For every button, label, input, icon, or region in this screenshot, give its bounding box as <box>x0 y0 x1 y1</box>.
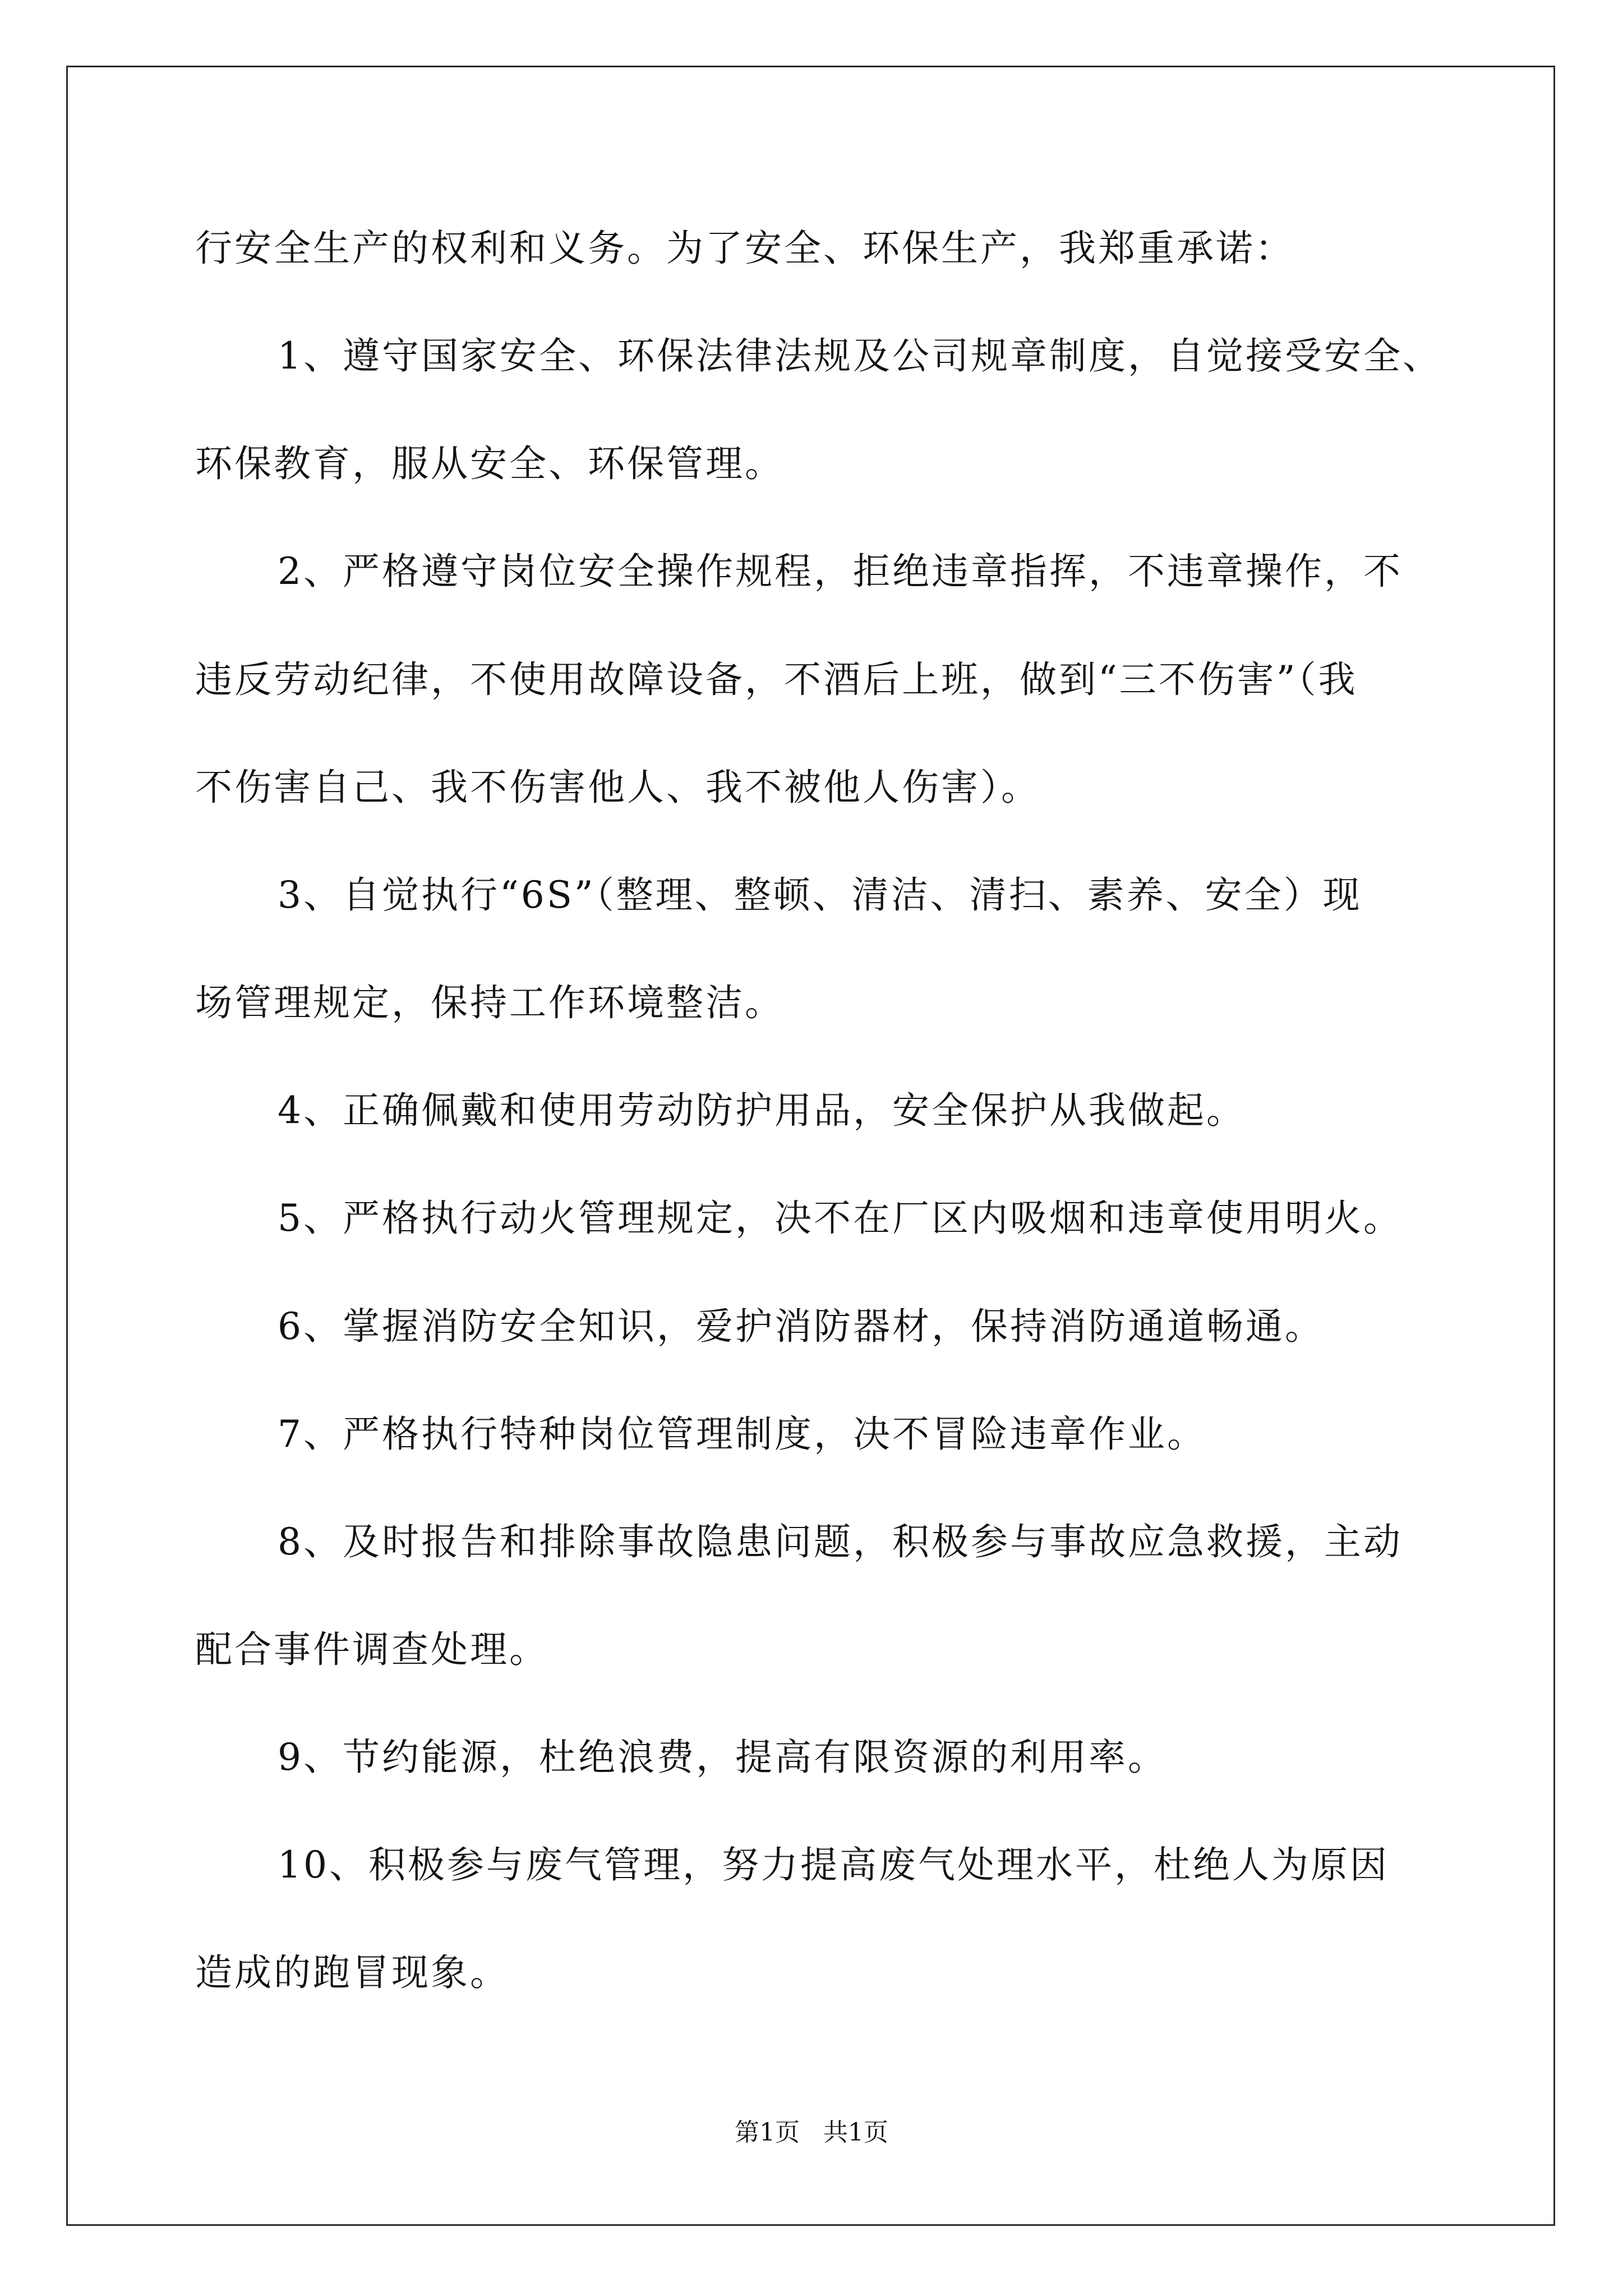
page-footer: 第1页 共1页 <box>735 2118 888 2147</box>
text-line: 行安全生产的权利和义务。为了安全、环保生产，我郑重承诺： <box>195 227 1294 270</box>
text-line: 造成的跑冒现象。 <box>195 1951 509 1994</box>
text-line: 环保教育，服从安全、环保管理。 <box>195 442 784 485</box>
text-line: 9、节约能源，杜绝浪费，提高有限资源的利用率。 <box>278 1736 1167 1779</box>
text-line: 1、遵守国家安全、环保法律法规及公司规章制度，自觉接受安全、 <box>278 334 1442 378</box>
text-line: 7、严格执行特种岗位管理制度，决不冒险违章作业。 <box>278 1412 1206 1456</box>
text-line: 场管理规定，保持工作环境整洁。 <box>195 981 784 1024</box>
text-line: 10、积极参与废气管理，努力提高废气处理水平，杜绝人为原因 <box>278 1843 1389 1887</box>
text-line: 4、正确佩戴和使用劳动防护用品，安全保护从我做起。 <box>278 1089 1246 1132</box>
text-line: 5、严格执行动火管理规定，决不在厂区内吸烟和违章使用明火。 <box>278 1197 1403 1240</box>
text-line: 8、及时报告和排除事故隐患问题，积极参与事故应急救援，主动 <box>278 1520 1403 1563</box>
page-border <box>66 66 1555 2226</box>
text-line: 不伤害自己、我不伤害他人、我不被他人伤害）。 <box>195 766 1040 809</box>
text-line: 6、掌握消防安全知识，爱护消防器材，保持消防通道畅通。 <box>278 1305 1324 1348</box>
text-line: 2、严格遵守岗位安全操作规程，拒绝违章指挥，不违章操作，不 <box>278 550 1403 593</box>
text-line: 配合事件调查处理。 <box>195 1628 548 1671</box>
text-line: 3、自觉执行“6S”（整理、整顿、清洁、清扫、素养、安全）现 <box>278 873 1362 917</box>
text-line: 违反劳动纪律，不使用故障设备，不酒后上班，做到“三不伤害”（我 <box>195 658 1358 701</box>
